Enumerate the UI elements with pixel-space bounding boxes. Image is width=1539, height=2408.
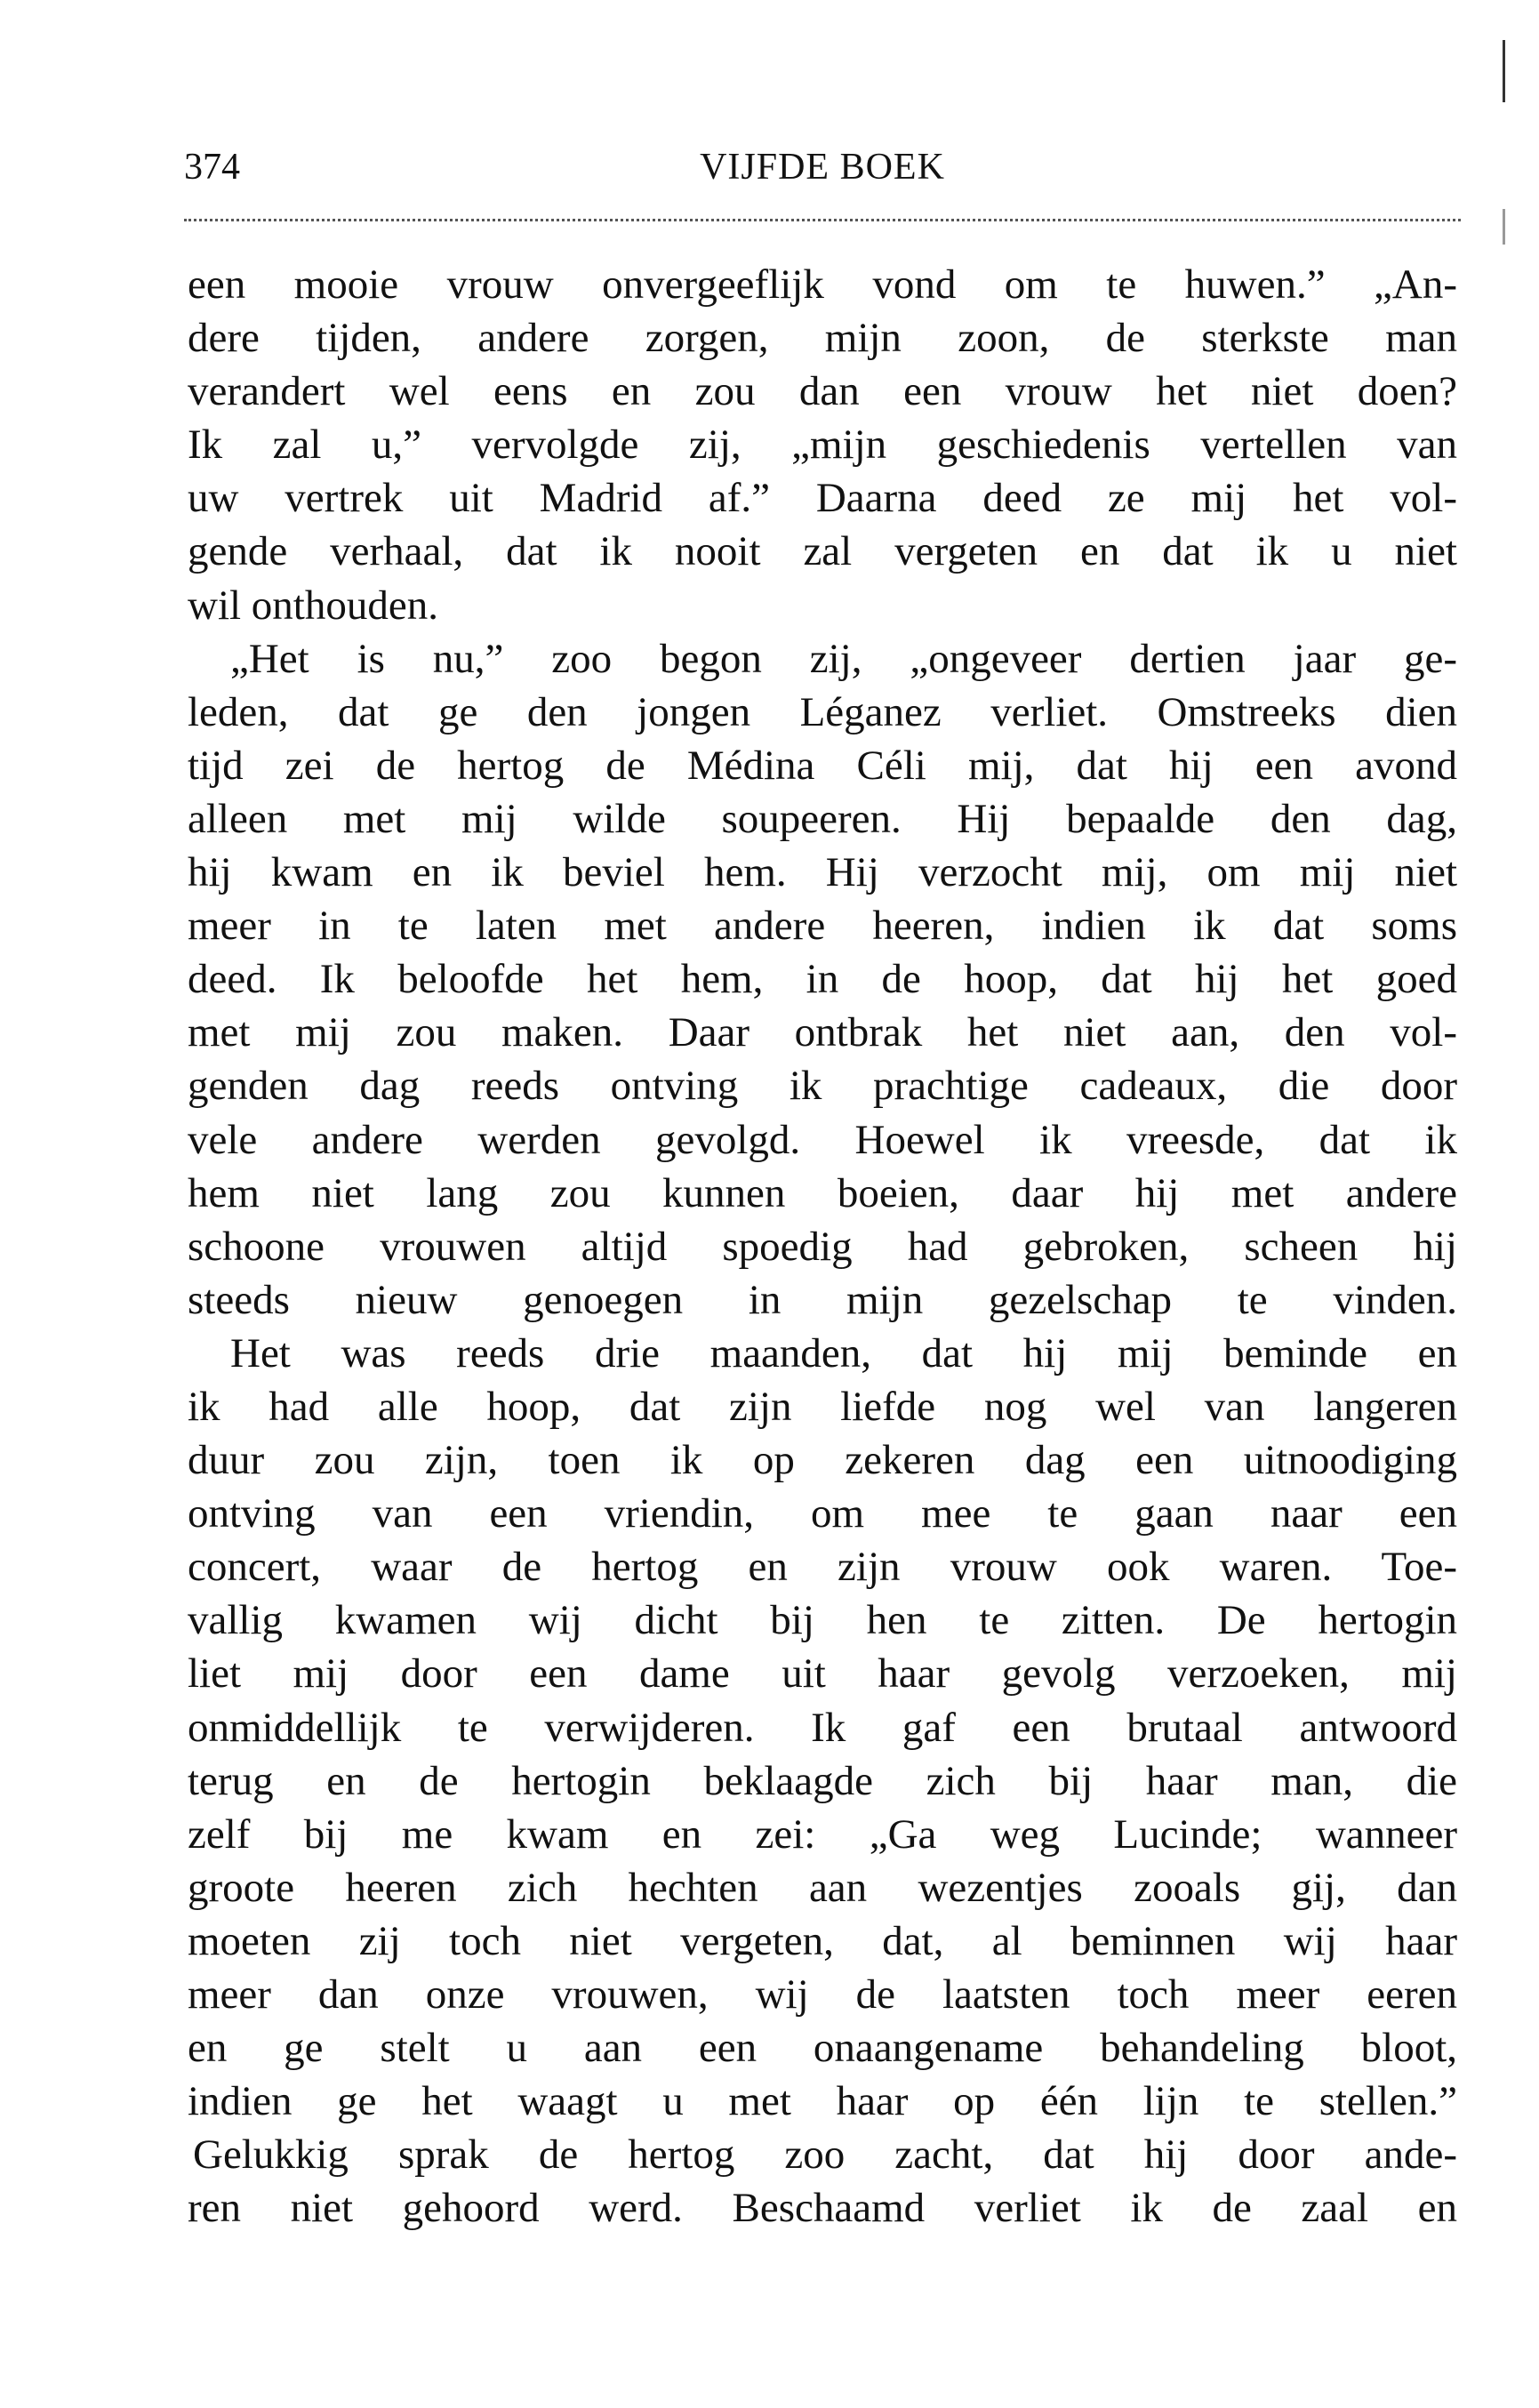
text-line: indien ge het waagt u met haar op één lijn te stellen.” bbox=[188, 2078, 1457, 2125]
text-line: en ge stelt u aan een onaangename behandeling bloot, bbox=[188, 2025, 1457, 2072]
text-line: uw vertrek uit Madrid af.” Daarna deed ze mij het vol- bbox=[188, 475, 1457, 522]
text-line: vallig kwamen wij dicht bij hen te zitten. De hertogin bbox=[188, 1597, 1457, 1644]
text-line: ontving van een vriendin, om mee te gaan naar een bbox=[188, 1490, 1457, 1537]
text-line: moeten zij toch niet vergeten, dat, al beminnen wij haar bbox=[188, 1917, 1457, 1964]
text-line: steeds nieuw genoegen in mijn gezelschap te vinden. bbox=[188, 1276, 1457, 1323]
text-line: alleen met mij wilde soupeeren. Hij bepaalde den dag, bbox=[188, 795, 1457, 842]
text-line: Gelukkig sprak de hertog zoo zacht, dat hij door ande- bbox=[193, 2131, 1457, 2179]
text-line: schoone vrouwen altijd spoedig had gebroken, scheen hij bbox=[188, 1223, 1457, 1270]
text-line: genden dag reeds ontving ik prachtige cadeaux, die door bbox=[188, 1063, 1457, 1110]
text-line: gende verhaal, dat ik nooit zal vergeten en dat ik u niet bbox=[188, 528, 1457, 575]
text-line: groote heeren zich hechten aan wezentjes zooals gij, dan bbox=[188, 1864, 1457, 1911]
running-head bbox=[184, 140, 1461, 194]
text-line: zelf bij me kwam en zei: „Ga weg Lucinde; wanneer bbox=[188, 1810, 1457, 1858]
text-line: leden, dat ge den jongen Léganez verliet. Omstreeks dien bbox=[188, 688, 1457, 735]
text-line: dere tijden, andere zorgen, mijn zoon, de sterkste man bbox=[188, 315, 1457, 362]
text-line: met mij zou maken. Daar ontbrak het niet aan, den vol- bbox=[188, 1009, 1457, 1056]
text-line: vele andere werden gevolgd. Hoewel ik vreesde, dat ik bbox=[188, 1116, 1457, 1163]
text-line: deed. Ik beloofde het hem, in de hoop, dat hij het goed bbox=[188, 956, 1457, 1003]
scan-edge-mark bbox=[1503, 40, 1505, 102]
dotted-rule bbox=[184, 219, 1461, 221]
text-line: verandert wel eens en zou dan een vrouw het niet doen? bbox=[188, 368, 1457, 415]
text-line: ren niet gehoord werd. Beschaamd verliet ik de zaal en bbox=[188, 2185, 1457, 2232]
text-line: hij kwam en ik beviel hem. Hij verzocht mij, om mij niet bbox=[188, 849, 1457, 896]
text-line: duur zou zijn, toen ik op zekeren dag een uitnoodiging bbox=[188, 1437, 1457, 1484]
paragraph bbox=[188, 632, 1457, 1327]
page-number: 374 bbox=[184, 147, 240, 188]
text-line: meer in te laten met andere heeren, indien ik dat soms bbox=[188, 903, 1457, 950]
text-line: onmiddellijk te verwijderen. Ik gaf een brutaal antwoord bbox=[188, 1704, 1457, 1751]
body-text bbox=[188, 258, 1457, 2235]
paragraph bbox=[188, 258, 1457, 632]
paragraph bbox=[188, 1327, 1457, 2128]
text-line: hem niet lang zou kunnen boeien, daar hij met andere bbox=[188, 1169, 1457, 1216]
text-line: concert, waar de hertog en zijn vrouw ook waren. Toe- bbox=[188, 1544, 1457, 1591]
text-line: terug en de hertogin beklaagde zich bij haar man, die bbox=[188, 1757, 1457, 1804]
text-line: „Het is nu,” zoo begon zij, „ongeveer dertien jaar ge- bbox=[230, 635, 1457, 682]
text-line: Ik zal u,” vervolgde zij, „mijn geschiedenis vertellen van bbox=[188, 421, 1457, 469]
text-line: tijd zei de hertog de Médina Céli mij, dat hij een avond bbox=[188, 742, 1457, 789]
text-line: Het was reeds drie maanden, dat hij mij beminde en bbox=[230, 1329, 1457, 1377]
text-line: ik had alle hoop, dat zijn liefde nog wel van langeren bbox=[188, 1383, 1457, 1430]
text-line: liet mij door een dame uit haar gevolg verzoeken, mij bbox=[188, 1650, 1457, 1698]
paragraph bbox=[188, 2128, 1457, 2235]
scan-edge-mark bbox=[1503, 209, 1505, 245]
text-line: meer dan onze vrouwen, wij de laatsten toch meer eeren bbox=[188, 1971, 1457, 2018]
text-line: een mooie vrouw onvergeeflijk vond om te huwen.” „An- bbox=[188, 261, 1457, 308]
text-line: wil onthouden. bbox=[188, 582, 438, 629]
running-title: VIJFDE BOEK bbox=[700, 147, 945, 188]
